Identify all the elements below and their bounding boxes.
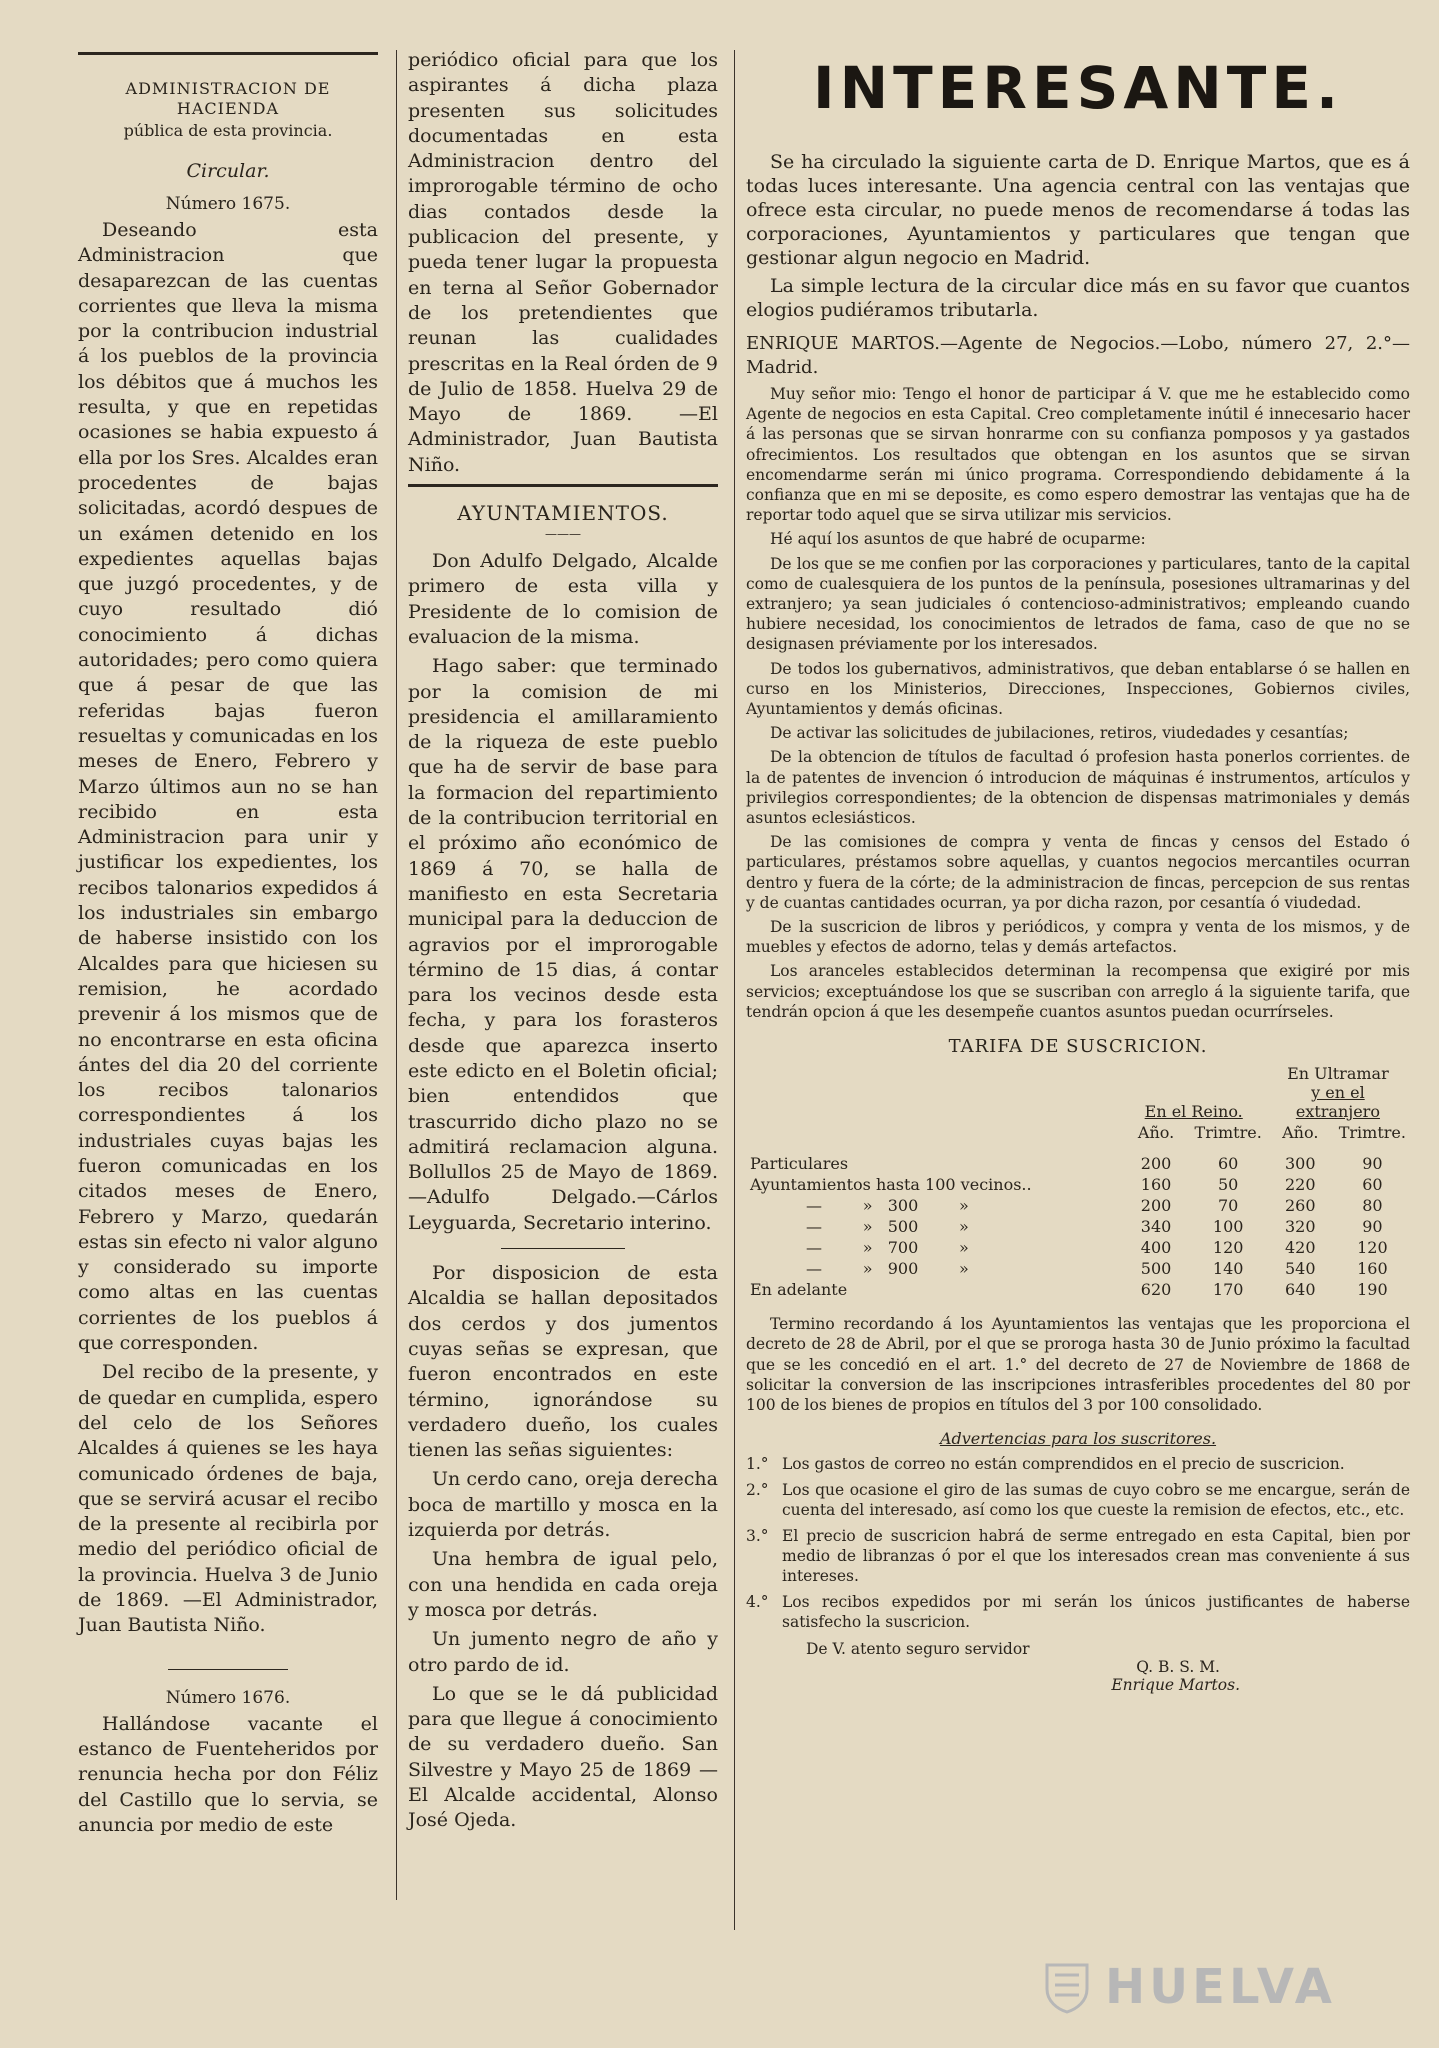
qbsm: Q. B. S. M. [1136, 1658, 1220, 1677]
table-row: — » 500 » 340 100 320 90 [806, 1217, 1383, 1237]
asunto-item-6: De la suscricion de libros y periódicos, y compra y venta de los mismos, y de muebles y efectos de adorno, telas y demás artefactos. [746, 918, 1410, 957]
table-row: En adelante 620 170 640 190 [750, 1280, 1388, 1300]
column-2 [408, 48, 718, 1838]
separator-rule-2 [501, 1248, 625, 1249]
asuntos-intro: Hé aquí los asuntos de que habré de ocuparme: [770, 530, 1146, 549]
section-header: ADMINISTRACION DE HACIENDA [125, 79, 331, 118]
header-ultramar-line2: y en el extranjero [1295, 1083, 1380, 1122]
notice-1676-continued: periódico oficial para que los aspirantes á dicha plaza presenten sus solicitudes documentadas en esta Administracion dentro del improrogable término de ocho dias contados desde la publicacion del presente, y pueda tener lugar la propuesta en terna al Señor Gobernador de los pretendientes que reunan las cualidades prescritas en la Real órden de 9 de Julio de 1858. Huelva 29 de Mayo de 1869. —El Administrador, Juan Bautista Niño. [408, 49, 718, 476]
section-rule [408, 484, 718, 487]
section-subheader: pública de esta provincia. [123, 121, 333, 140]
intro-paragraph-1: Se ha circulado la siguiente carta de D. Enrique Martos, que es á todas luces interesante. Una agencia central con las ventajas que ofrece esta circular, no puede menos de recomendarse á todas las corporaciones, Ayuntamientos y particulares que tengan que gestionar algun negocio en Madrid. [746, 151, 1410, 269]
column-3 [746, 48, 1410, 1694]
top-rule [78, 52, 378, 55]
header-trim-ultramar: Trimtre. [1338, 1123, 1406, 1143]
notice-1675-text: Deseando esta Administracion que desaparezcan de las cuentas corrientes que lleva la misma por la contribucion industrial á los pueblos de la provincia los débitos que á muchos les resulta, y que en repetidas ocasiones se habia expuesto á ella por los Sres. Alcaldes eran procedentes de bajas solicitadas, acordó despues de un exámen detenido en los expedientes aquellas bajas que juzgó procedentes, y de cuyo resultado dió conocimiento á dichas autoridades; pero como quiera que á pesar de que las referidas bajas fueron resueltas y comunicadas en los meses de Enero, Febrero y Marzo últimos aun no se han recibido en esta Administracion para unir y justificar los expedientes, los recibos talonarios expedidos á los industriales sin embargo de haberse insistido con los Alcaldes para que hiciesen su remision, he acordado prevenir á los mismos que de no encontrarse en esta oficina ántes del dia 20 del corriente los recibos talonarios correspondientes á los industriales cuyas bajas les fueron comunicadas en los citados meses de Enero, Febrero y Marzo, quedarán estas sin efecto ni valor alguno y considerado su importe como altas en las cuentas corrientes de los pueblos á que corresponden. [78, 219, 378, 1355]
tarifa-title: TARIFA DE SUSCRICION. [948, 1036, 1208, 1058]
asunto-item-3: De activar las solicitudes de jubilaciones, retiros, viudedades y cesantías; [770, 724, 1349, 743]
disposicion-text: Por disposicion de esta Alcaldia se hallan depositados dos cerdos y dos jumentos cuyas señas se expresan, que fueron encontrados en este término, ignorándose su verdadero dueño, los cuales tienen las señas siguientes: [408, 1262, 718, 1462]
list-item: 2.° Los que ocasione el giro de las sumas de cuyo cobro se me encargue, serán de cuenta del interesado, así como los que cueste la remision de efectos, etc., etc. [746, 1481, 1410, 1520]
huelva-logo-watermark [1039, 1954, 1379, 2020]
closing-line: De V. atento seguro servidor [806, 1640, 1030, 1659]
advertencias-title: Advertencias para los suscritores. [939, 1429, 1217, 1449]
shield-icon [1039, 1959, 1095, 2015]
hago-saber-text: Hago saber: que terminado por la comision de mi presidencia el amillaramiento de la riqueza de este pueblo que ha de servir de base para la formacion del repartimiento de la contribucion territorial en el próximo año económico de 1869 á 70, se halla de manifiesto en esta Secretaria municipal para la deduccion de agravios por el improrogable término de 15 dias, á contar para los vecinos desde esta fecha, y para los forasteros desde que aparezca inserto este edicto en el Boletin oficial; bien entendidos que trascurrido dicho plazo no se admitirá reclamacion alguna. Bollullos 25 de Mayo de 1869.—Adulfo Delgado.—Cárlos Leyguarda, Secretario interino. [408, 655, 718, 1234]
letter-body: Muy señor mio: Tengo el honor de participar á V. que me he establecido como Agente de negocios en esta Capital. Creo completamente inútil é innecesario hacer á las personas que se sirvan honrarme con su confianza pomposos y ya gastados ofrecimientos. Los resultados que obtengan en los asuntos que se sirvan encomendarme serán mi único programa. Correspondiendo debidamente á la confianza que en mi se deposite, es como espero demostrar las ventajas que ha de reportar todo aquel que se sirva utilizar mis servicios. [746, 385, 1410, 525]
cerdo-text: Un cerdo cano, oreja derecha boca de martillo y mosca en la izquierda por detrás. [408, 1468, 718, 1542]
notice-number-1675: Número 1675. [165, 194, 291, 214]
header-ano-ultramar: Año. [1282, 1123, 1319, 1143]
signature-name: Enrique Martos. [1111, 1676, 1240, 1695]
ayuntamientos-title: AYUNTAMIENTOS. [457, 501, 669, 526]
title-dash: ——— [545, 527, 581, 542]
asunto-item-5: De las comisiones de compra y venta de fincas y censos del Estado ó particulares, préstamos sobre aquellas, y cuantos negocios mercantiles ocurran dentro y fuera de la córte; de la administracion de fincas, percepcion de sus rentas y de cuantas cantidades ocurran, ya por dicha razon, por cesantía ó viudedad. [746, 833, 1410, 912]
tarifa-table [746, 1063, 1410, 1300]
jumento-text: Un jumento negro de año y otro pardo de id. [408, 1628, 718, 1676]
separator-rule [168, 1669, 288, 1670]
asunto-item-4: De la obtencion de títulos de facultad ó profesion hasta ponerlos corrientes. de la de patentes de invencion ó introducion de máquinas é instrumentos, artículos y privilegios correspondientes; de la obtencion de dispensas matrimoniales y demás asuntos eclesiásticos. [746, 748, 1410, 828]
asunto-item-1: De los que se me confien por las corporaciones y particulares, tanto de la capital como de cualesquiera de los puntos de la península, posesiones ultramarinas y del extranjero; ya sean judiciales ó contencioso-administrativos; empleando cuando hubiere necesidad, los conocimientos de letrados de fama, caso de que no se designasen préviamente por los interesados. [746, 554, 1410, 654]
notice-number-1676: Número 1676. [165, 1687, 291, 1708]
column-rule-left [396, 50, 397, 1900]
circular-label: Circular. [186, 160, 270, 182]
table-row: — » 900 » 500 140 540 160 [806, 1259, 1388, 1279]
alcalde-heading: Don Adulfo Delgado, Alcalde primero de esta villa y Presidente de lo comision de evaluacion de la misma. [408, 550, 718, 648]
header-ano-reino: Año. [1137, 1123, 1175, 1143]
intro-paragraph-2: La simple lectura de la circular dice más en su favor que cuantos elogios pudiéramos tributarla. [746, 275, 1410, 321]
column-1 [78, 48, 378, 1842]
notice-1676-text: Hallándose vacante el estanco de Fuenteheridos por renuncia hecha por don Féliz del Castillo que lo servia, se anuncia por medio de este [78, 1712, 378, 1836]
header-trim-reino: Trimtre. [1194, 1123, 1262, 1143]
watermark-text: HUELVA [1105, 1959, 1336, 2015]
asunto-item-2: De todos los gubernativos, administrativos, que deban entablarse ó se hallen en curso en los Ministerios, Direcciones, Inspecciones, Gobiernos civiles, Ayuntamientos y demás oficinas. [746, 659, 1410, 719]
notice-1675-closing: Del recibo de la presente, y de quedar en cumplida, espero del celo de los Señores Alcaldes á quienes se les haya comunicado órdenes de baja, que se servirá acusar el recibo de la presente al recibirla por medio del periódico oficial de la provincia. Huelva 3 de Junio de 1869. —El Administrador, Juan Bautista Niño. [78, 1361, 378, 1637]
column-rule-right [734, 50, 735, 1930]
header-ultramar-line1: En Ultramar [1287, 1064, 1389, 1084]
table-row: — » 300 » 200 70 260 80 [806, 1196, 1383, 1216]
list-item: 4.° Los recibos expedidos por mi serán los únicos justificantes de haberse satisfecho la suscricion. [746, 1593, 1410, 1632]
list-item: 1.° Los gastos de correo no están comprendidos en el precio de suscricion. [746, 1455, 1345, 1474]
agent-heading: ENRIQUE MARTOS.—Agente de Negocios.—Lobo, número 27, 2.°—Madrid. [746, 333, 1410, 378]
header-ultramar [1266, 1063, 1410, 1122]
table-row: — » 700 » 400 120 420 120 [806, 1238, 1388, 1258]
header-reino: En el Reino. [1144, 1102, 1243, 1122]
table-row: Particulares 200 60 300 90 [750, 1154, 1383, 1174]
publicidad-text: Lo que se le dá publicidad para que llegue á conocimiento de su verdadero dueño. San Silvestre y Mayo 25 de 1869 —El Alcalde accidental, Alonso José Ojeda. [408, 1682, 718, 1832]
table-row: Ayuntamientos hasta 100 vecinos.. 160 50 220 60 [750, 1175, 1383, 1195]
aranceles-text: Los aranceles establecidos determinan la recompensa que exigiré por mis servicios; exceptuándose los que se suscriban con arreglo á la siguiente tarifa, que tendrán opcion á que les desempeñe cuantos asuntos puedan ocurrírseles. [746, 962, 1410, 1021]
hembra-text: Una hembra de igual pelo, con una hendida en cada oreja y mosca por detrás. [408, 1548, 718, 1621]
termino-text: Termino recordando á los Ayuntamientos las ventajas que les proporciona el decreto de 28 de Abril, por el que se proroga hasta 30 de Junio próximo la facultad que se les concedió en el art. 1.° del decreto de 27 de Noviembre de 1868 de solicitar la conversion de las inscripciones intrasferibles procedentes del 80 por 100 de los bienes de propios en títulos del 3 por 100 consolidado. [746, 1315, 1410, 1414]
list-item: 3.° El precio de suscricion habrá de serme entregado en esta Capital, bien por medio de libranzas ó por el que los interesados crean mas conveniente á sus intereses. [746, 1527, 1410, 1586]
interesante-banner: INTERESANTE. [812, 54, 1343, 122]
